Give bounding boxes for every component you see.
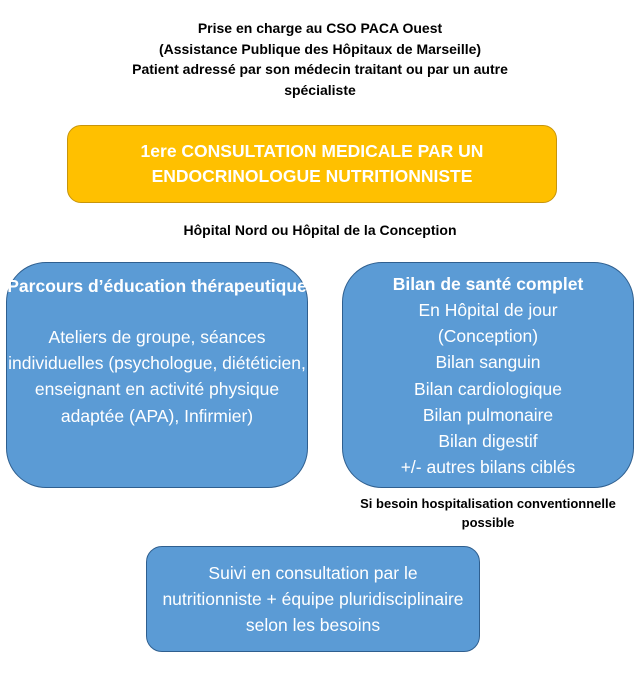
header-block (60, 18, 580, 100)
education-title: Parcours d’éducation thérapeutique (7, 276, 307, 296)
health-check-item: En Hôpital de jour (418, 300, 558, 320)
first-consultation-text: 1ere CONSULTATION MEDICALE PAR UN ENDOCRINOLOGUE NUTRITIONNISTE (140, 141, 484, 186)
header-line-1: Prise en charge au CSO PACA Ouest (197, 20, 443, 36)
hospital-label: Hôpital Nord ou Hôpital de la Conception (183, 222, 457, 238)
health-check-item: (Conception) (437, 326, 539, 347)
header-line-3: Patient adressé par son médecin traitant ou par un autre (132, 61, 508, 77)
education-body: Ateliers de groupe, séances individuelles (psychologue, diététicien, enseignant en activité physique adaptée (APA), Infirmier) (8, 327, 306, 426)
health-check-title: Bilan de santé complet (392, 274, 584, 294)
education-box (6, 262, 308, 488)
header-line-4: spécialiste (284, 81, 356, 98)
health-check-item: Bilan pulmonaire (422, 404, 554, 425)
health-check-item: +/- autres bilans ciblés (400, 457, 576, 478)
health-check-item: Bilan sanguin (435, 352, 541, 373)
header-line-2: (Assistance Publique des Hôpitaux de Marseille) (158, 40, 482, 57)
first-consultation-box (67, 125, 557, 203)
health-check-box (342, 262, 634, 488)
health-check-list (343, 297, 633, 480)
health-check-item: Bilan cardiologique (414, 378, 562, 399)
follow-up-box (146, 546, 480, 652)
health-check-item: Bilan digestif (438, 431, 538, 452)
hospitalisation-note: Si besoin hospitalisation conventionnelle possible (360, 496, 616, 530)
follow-up-text: Suivi en consultation par le nutritionniste + équipe pluridisciplinaire selon les besoins (162, 562, 464, 636)
